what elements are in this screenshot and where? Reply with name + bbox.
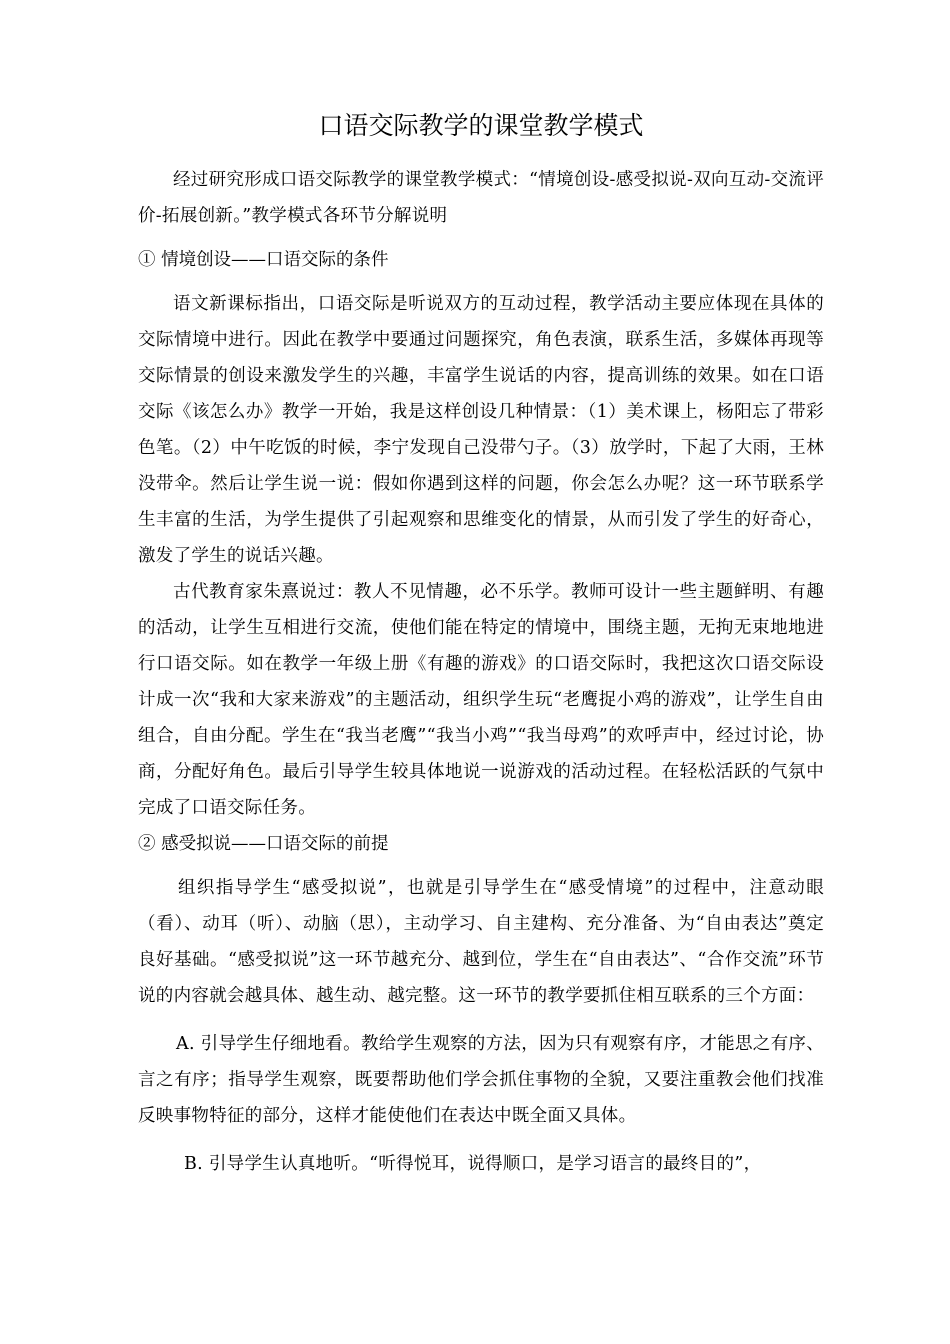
section-1-paragraph-2: 古代教育家朱熹说过：教人不见情趣，必不乐学。教师可设计一些主题鲜明、有趣的活动，让学生互相进行交流，使他们能在特定的情境中，围绕主题，无拘无束地地进行口语交际。如在教学一年级上册《有趣的游戏》的口语交际时，我把这次口语交际设计成一次“我和大家来游戏”的主题活动，组织学生玩“老鹰捉小鸡的游戏”，让学生自由组合，自由分配。学生在“我当老鹰”“我当小鸡”“我当母鸡”的欢呼声中，经过讨论，协商，分配好角色。最后引导学生较具体地说一说游戏的活动过程。在轻松活跃的气氛中完成了口语交际任务。 <box>138 582 824 818</box>
document-page <box>138 108 824 1182</box>
section-2-heading: ② 感受拟说——口语交际的前提 <box>138 834 389 854</box>
section-2-item-b: B. 引导学生认真地听。“听得悦耳，说得顺口，是学习语言的最终目的”， <box>184 1154 762 1174</box>
document-title: 口语交际教学的课堂教学模式 <box>318 111 644 140</box>
intro-paragraph: 经过研究形成口语交际教学的课堂教学模式：“情境创设-感受拟说-双向互动-交流评价-拓展创新。”教学模式各环节分解说明 <box>138 170 824 226</box>
section-1-paragraph-1: 语文新课标指出，口语交际是听说双方的互动过程，教学活动主要应体现在具体的交际情境中进行。因此在教学中要通过问题探究，角色表演，联系生活，多媒体再现等交际情景的创设来激发学生的兴趣，丰富学生说话的内容，提高训练的效果。如在口语交际《该怎么办》教学一开始，我是这样创设几种情景：（1）美术课上，杨阳忘了带彩色笔。（2）中午吃饭的时候，李宁发现自己没带勺子。（3）放学时，下起了大雨，王林没带伞。然后让学生说一说：假如你遇到这样的问题，你会怎么办呢？这一环节联系学生丰富的生活，为学生提供了引起观察和思维变化的情景，从而引发了学生的好奇心，激发了学生的说话兴趣。 <box>138 294 824 566</box>
section-2-item-a: A. 引导学生仔细地看。教给学生观察的方法，因为只有观察有序，才能思之有序、言之有序；指导学生观察，既要帮助他们学会抓住事物的全貌，又要注重教会他们找准反映事物特征的部分，这样才能使他们在表达中既全面又具体。 <box>138 1034 824 1126</box>
section-2-paragraph-1: 组织指导学生“感受拟说”，也就是引导学生在“感受情境”的过程中，注意动眼（看）、动耳（听）、动脑（思），主动学习、自主建构、充分准备、为“自由表达”奠定良好基础。“感受拟说”这一环节越充分、越到位，学生在“自由表达”、“合作交流”环节说的内容就会越具体、越生动、越完整。这一环节的教学要抓住相互联系的三个方面： <box>138 878 824 1006</box>
section-1-heading: ① 情境创设——口语交际的条件 <box>138 250 389 270</box>
